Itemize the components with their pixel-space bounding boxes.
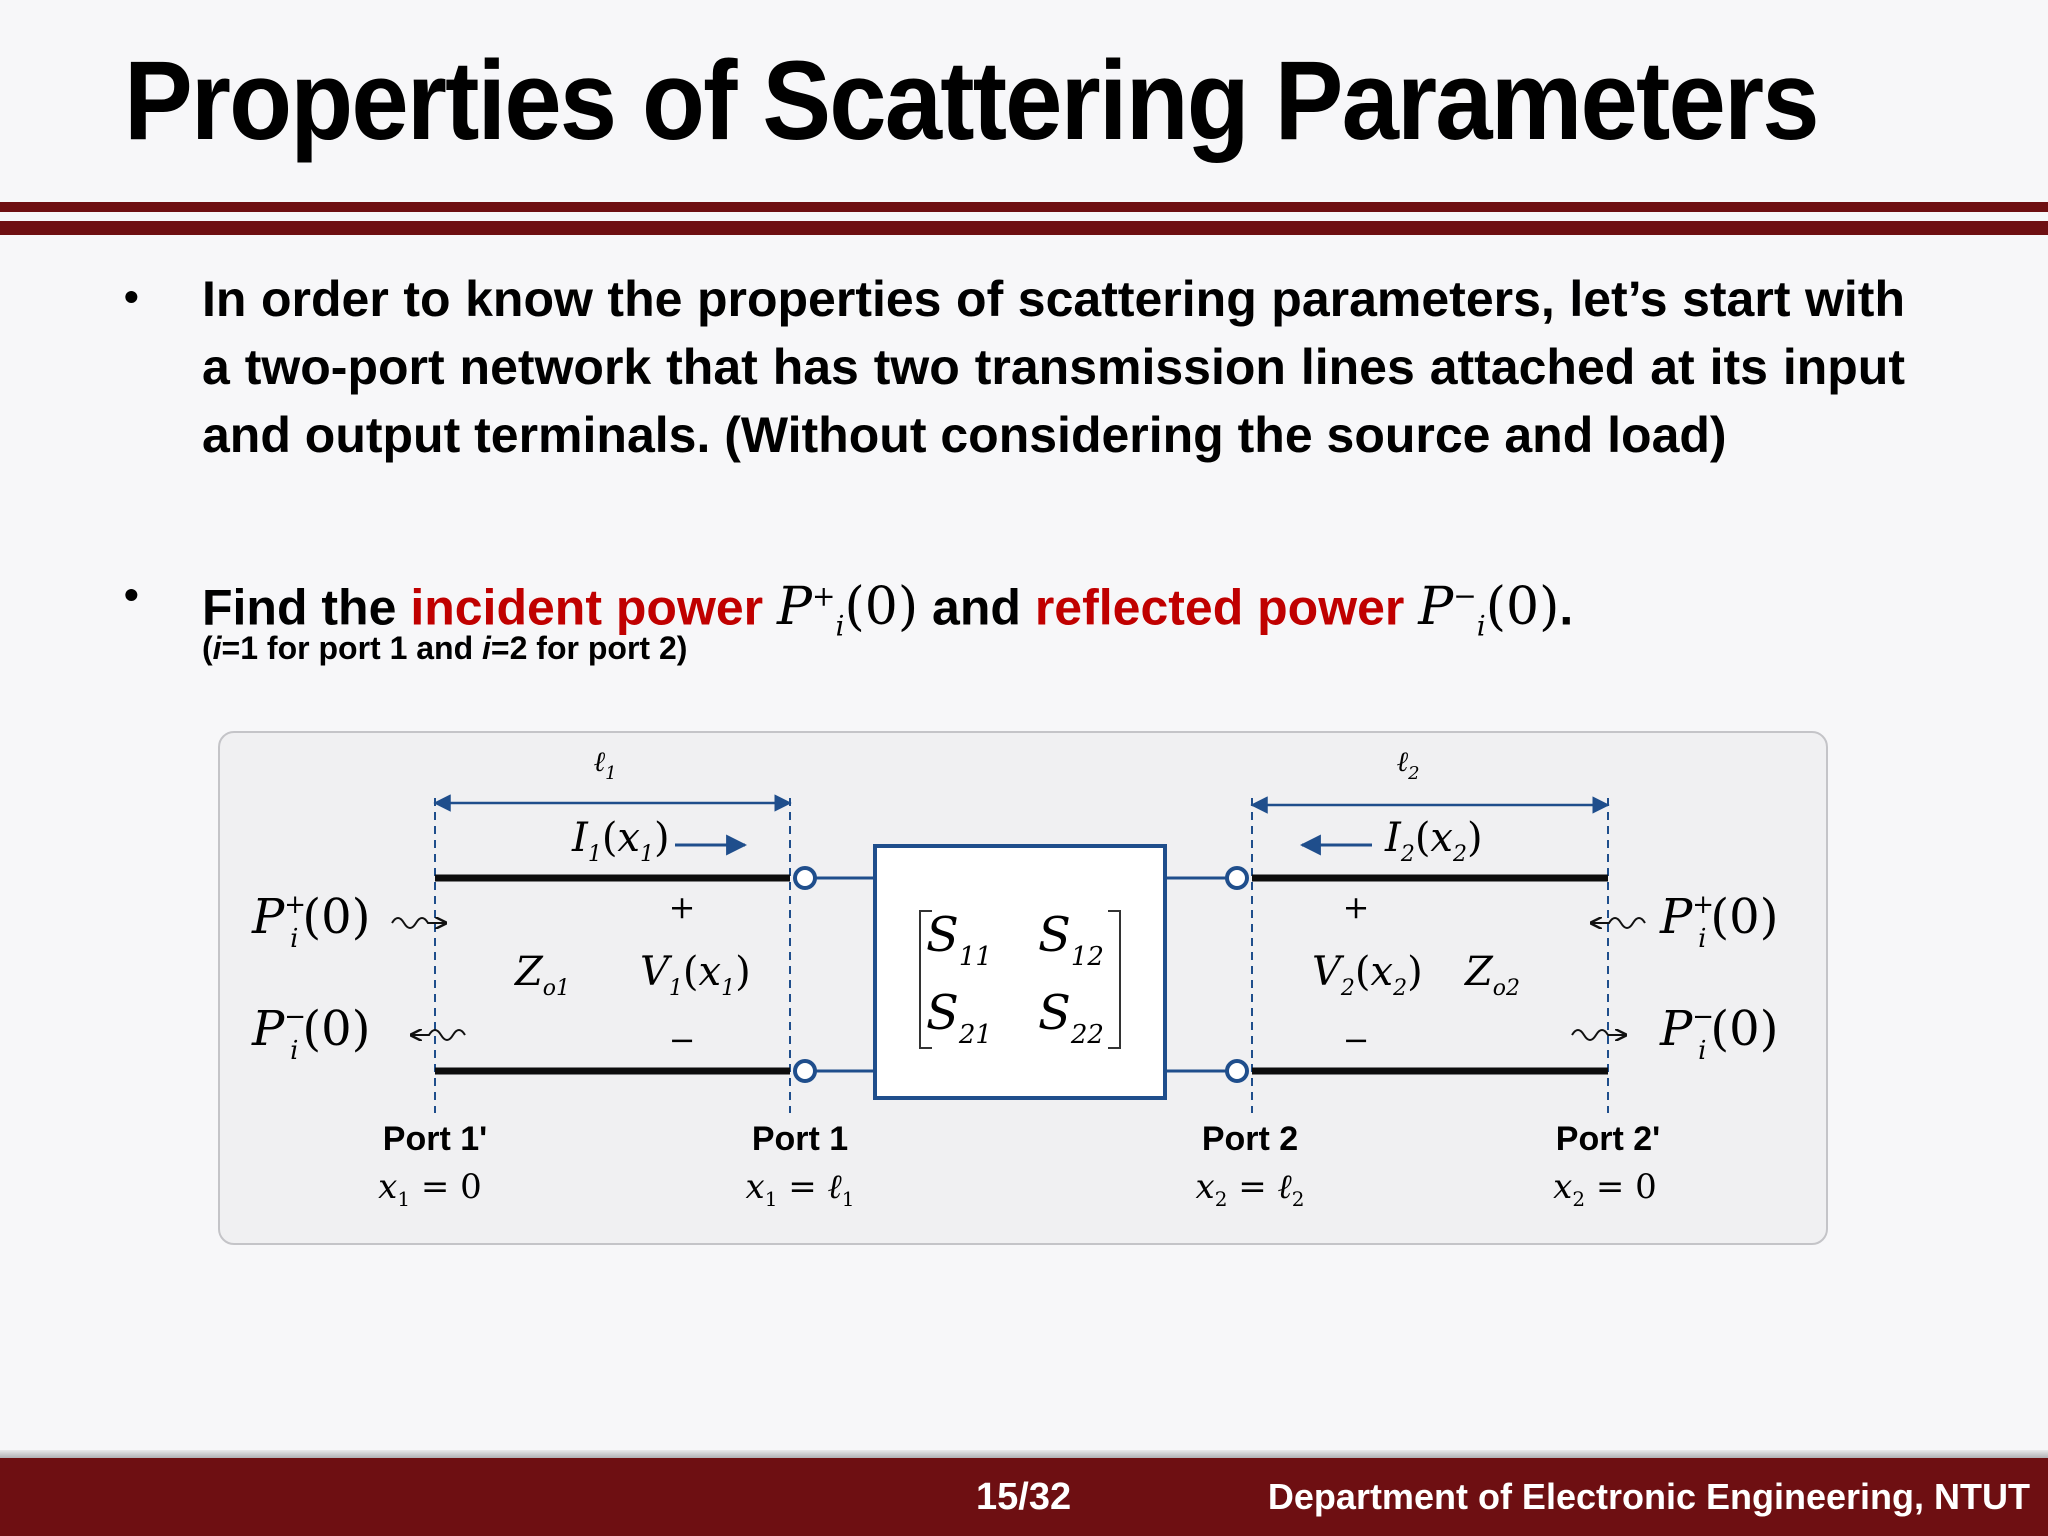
port-1-position: $x_1$ = ℓ$_1$ [745,1167,855,1211]
voltage-2-label: $V_2(x_2)$ [1312,949,1423,1001]
voltage-2-minus: − [1342,1021,1370,1059]
terminal-node [795,1061,815,1081]
voltage-1-minus: − [668,1021,696,1059]
s22-element: $S_{22}$ [1038,985,1104,1050]
port-1-prime-label: Port 1' [382,1120,488,1158]
port-2-position: $x_2$ = ℓ$_2$ [1195,1167,1305,1211]
voltage-1-plus: + [668,888,696,926]
title-divider-thin [0,202,2048,212]
title-divider-thick [0,221,2048,235]
page-number: 15/32 [976,1476,1072,1518]
bullet-1-text: In order to know the properties of scattering parameters, let’s start with a two-port network that has two transmission lines attached at its input and output terminals. (Without considering the source and load) [202,271,1905,463]
current-2-label: $I_2(x_2)$ [1385,815,1483,867]
reflected-wave-arrow-left [411,1030,465,1040]
port-1-incident-power: P+ i(0) [252,889,371,954]
terminal-node [795,868,815,888]
s12-element: $S_{12}$ [1038,907,1104,972]
slide-title: Properties of Scattering Parameters [124,38,1818,163]
terminal-node [1227,1061,1247,1081]
bullet-2-suffix: . [1559,579,1574,636]
port-1-label: Port 1 [751,1120,849,1158]
voltage-1-label: $V_1(x_1)$ [640,949,751,1001]
terminal-node [1227,868,1247,888]
length-2-label: ℓ$_2$ [1396,745,1420,784]
port-1-reflected-power: P− i(0) [252,1001,371,1066]
department-name: Department of Electronic Engineering, NTUT [1267,1476,2030,1517]
incident-power-term: incident power [410,579,764,636]
port-2-label: Port 2 [1201,1120,1299,1158]
incident-wave-arrow-right [1591,918,1645,928]
length-1-label: ℓ$_1$ [593,745,617,784]
footer-shadow [0,1450,2048,1458]
diagram-canvas [220,733,1830,1247]
port-2-prime-label: Port 2' [1555,1120,1661,1158]
port-2-prime-position: $x_2 = 0$ [1553,1167,1657,1211]
current-1-label: $I_1(x_1)$ [572,815,670,867]
z-o1-label: $Z_{o1}$ [515,949,571,1001]
s-parameter-network-box [875,846,1165,1098]
incident-wave-arrow-left [392,918,446,928]
port-index-note: (i=1 for port 1 and i=2 for port 2) [202,630,688,666]
port-2-incident-power: P+ i(0) [1660,889,1779,954]
bullet-2-middle: and [918,579,1035,636]
z-o2-label: $Z_{o2}$ [1465,949,1521,1001]
voltage-2-plus: + [1342,888,1370,926]
two-port-network-diagram [218,731,1828,1245]
incident-power-symbol: $P^+_i(0)$ [777,577,919,643]
reflected-wave-arrow-right [1572,1030,1626,1040]
port-1-prime-position: $x_1 = 0$ [378,1167,482,1211]
bullet-2-prefix: Find the [202,579,411,636]
bullet-dot: • [124,273,139,320]
bullet-dot: • [124,571,139,618]
port-2-reflected-power: P− i(0) [1660,1001,1779,1066]
s11-element: $S_{11}$ [926,907,992,972]
reflected-power-term: reflected power [1034,579,1405,636]
s21-element: $S_{21}$ [926,985,992,1050]
reflected-power-symbol: $P^-_i(0)$ [1418,577,1560,643]
